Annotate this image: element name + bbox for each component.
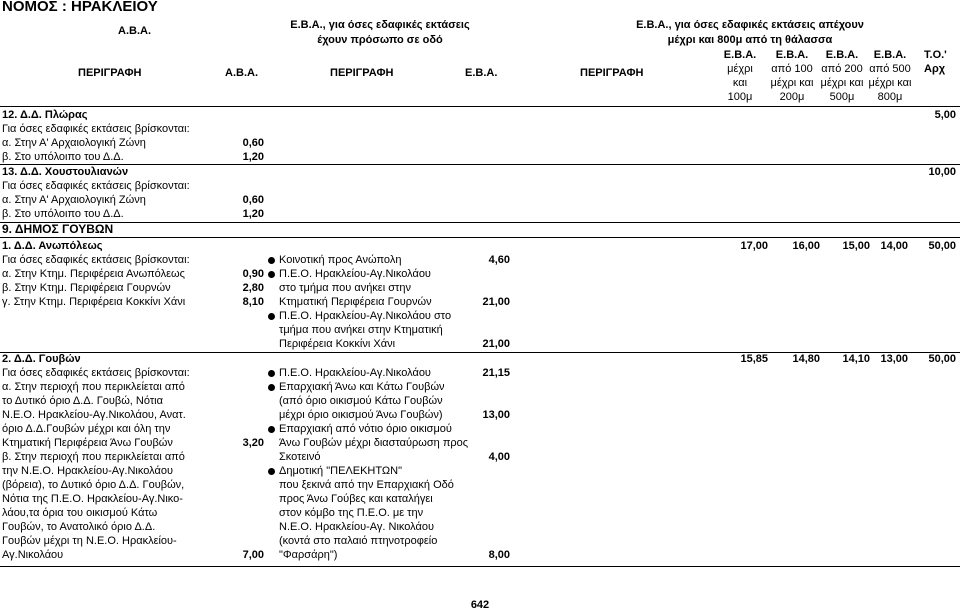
d1-dist-500: 15,00 — [842, 240, 870, 252]
row12-a: α. Στην Α' Αρχαιολογική Ζώνη — [2, 137, 146, 149]
road-header-eba: Ε.Β.Α. — [465, 67, 498, 79]
row13-to: 10,00 — [928, 166, 956, 178]
d1-intro: Για όσες εδαφικές εκτάσεις βρίσκονται: — [2, 254, 190, 266]
row13-intro: Για όσες εδαφικές εκτάσεις βρίσκονται: — [2, 180, 190, 192]
d2-road-value-1: 21,15 — [482, 367, 510, 379]
d2-left-line: Γουβών, το Ανατολικό όριο Δ.Δ. — [2, 521, 156, 533]
d1-dist-800: 14,00 — [880, 240, 908, 252]
sea-header-description: ΠΕΡΙΓΡΑΦΗ — [580, 67, 644, 79]
d2-dist-500: 14,10 — [842, 353, 870, 365]
d2-title: 2. Δ.Δ. Γουβών — [2, 353, 81, 365]
dist-col-800: Ε.Β.Α. από 500 μέχρι και 800μ — [868, 49, 912, 103]
table-bottom-border — [0, 566, 960, 567]
row12-title: 12. Δ.Δ. Πλώρας — [2, 109, 88, 121]
dist-col-100: Ε.Β.Α. μέχρι και 100μ — [723, 49, 757, 103]
row13-a: α. Στην Α' Αρχαιολογική Ζώνη — [2, 194, 146, 206]
row13-title: 13. Δ.Δ. Χουστουλιανών — [2, 166, 129, 178]
d1-road-value-3: 21,00 — [482, 338, 510, 350]
row12-a-value: 0,60 — [242, 137, 264, 149]
d2-road-line: Δημοτική "ΠΕΛΕΚΗΤΩΝ" — [279, 465, 402, 477]
d2-road-line: (από όριο οικισμού Κάτω Γουβών — [279, 395, 443, 407]
header-aba: Α.Β.Α. — [118, 25, 151, 37]
bullet-icon — [268, 370, 275, 377]
d2-dist-800: 13,00 — [880, 353, 908, 365]
d2-road-line: που ξεκινά από την Επαρχιακή Οδό — [279, 479, 454, 491]
d1-road-line: Π.Ε.Ο. Ηρακλείου-Αγ.Νικολάου στο — [279, 310, 452, 322]
d2-road-value-3: 4,00 — [488, 451, 510, 463]
d2-road-line: Επαρχιακή από νότιο όριο οικισμού — [279, 423, 452, 435]
bullet-icon — [268, 426, 275, 433]
row13-b: β. Στο υπόλοιπο του Δ.Δ. — [2, 208, 124, 220]
d2-left-line: Γουβών μέχρι τη Ν.Ε.Ο. Ηρακλείου- — [2, 535, 177, 547]
bullet-icon — [268, 468, 275, 475]
bullet-icon — [268, 384, 275, 391]
d1-dist-100: 17,00 — [740, 240, 768, 252]
d1-a: α. Στην Κτημ. Περιφέρεια Ανωπόλεως — [2, 268, 185, 280]
d2-a-value: 3,20 — [242, 437, 264, 449]
d1-road-value-2: 21,00 — [482, 296, 510, 308]
section-title: 9. ΔΗΜΟΣ ΓΟΥΒΩΝ — [2, 222, 114, 236]
d2-road-line: Επαρχιακή Άνω και Κάτω Γουβών — [279, 381, 445, 393]
d2-road-value-4: 8,00 — [488, 549, 510, 561]
d2-left-line: το Δυτικό όριο Δ.Δ. Γουβώ, Νότια — [2, 395, 163, 407]
row13-b-value: 1,20 — [242, 208, 264, 220]
header-divider — [0, 106, 960, 107]
row-divider — [0, 164, 960, 165]
road-header-description: ΠΕΡΙΓΡΑΦΗ — [330, 67, 394, 79]
header-description: ΠΕΡΙΓΡΑΦΗ — [78, 67, 142, 79]
d1-road-line: στο τμήμα που ανήκει στην — [279, 282, 411, 294]
d2-road-value-2: 13,00 — [482, 409, 510, 421]
bullet-icon — [268, 257, 275, 264]
road-header-title: Ε.Β.Α., για όσες εδαφικές εκτάσεις — [290, 19, 470, 31]
d2-road-line: Π.Ε.Ο. Ηρακλείου-Αγ.Νικολάου — [279, 367, 431, 379]
d1-road-line: Κοινοτική προς Ανώπολη — [279, 254, 402, 266]
d1-road-line: Π.Ε.Ο. Ηρακλείου-Αγ.Νικολάου — [279, 268, 431, 280]
to-col-header: Τ.Ο.' Αρχ — [924, 49, 947, 75]
section-dimos-gouvon — [0, 222, 960, 238]
row12-b: β. Στο υπόλοιπο του Δ.Δ. — [2, 151, 124, 163]
d2-b-value: 7,00 — [242, 549, 264, 561]
d1-title: 1. Δ.Δ. Ανωπόλεως — [2, 240, 103, 252]
sea-header-title: Ε.Β.Α., για όσες εδαφικές εκτάσεις απέχουν — [636, 19, 864, 31]
d2-left-line: την Ν.Ε.Ο. Ηρακλείου-Αγ.Νικολάου — [2, 465, 173, 477]
d2-road-line: Ν.Ε.Ο. Ηρακλείου-Αγ. Νικολάου — [279, 521, 435, 533]
d2-road-line: μέχρι όριο οικισμού Άνω Γουβών) — [279, 409, 443, 421]
bullet-icon — [268, 313, 275, 320]
d2-dist-200: 14,80 — [792, 353, 820, 365]
d1-dist-200: 16,00 — [792, 240, 820, 252]
dist-col-200: Ε.Β.Α. από 100 μέχρι και 200μ — [770, 49, 814, 103]
row12-to: 5,00 — [934, 109, 956, 121]
d2-dist-100: 15,85 — [740, 353, 768, 365]
d1-to: 50,00 — [928, 240, 956, 252]
sea-header-subtitle: μέχρι και 800μ από τη θάλασσα — [667, 34, 833, 46]
page-number: 642 — [470, 599, 490, 611]
d2-road-line: (κοντά στο παλαιό πτηνοτροφείο — [279, 535, 438, 547]
d1-b-value: 2,80 — [242, 282, 264, 294]
d1-c: γ. Στην Κτημ. Περιφέρεια Κοκκίνι Χάνι — [2, 296, 186, 308]
d2-left-line: όριο Δ.Δ.Γουβών μέχρι και όλη την — [2, 423, 171, 435]
d1-road-line: Περιφέρεια Κοκκίνι Χάνι — [279, 338, 396, 350]
header-aba-2: Α.Β.Α. — [225, 67, 258, 79]
road-header-subtitle: έχουν πρόσωπο σε οδό — [317, 34, 443, 46]
row13-a-value: 0,60 — [242, 194, 264, 206]
d2-road-line: Σκοτεινό — [279, 451, 321, 463]
row12-intro: Για όσες εδαφικές εκτάσεις βρίσκονται: — [2, 123, 190, 135]
d2-left-line: Κτηματική Περιφέρεια Άνω Γουβών — [2, 437, 173, 449]
d2-road-line: "Φαρσάρη") — [279, 549, 338, 561]
d1-road-line: Κτηματική Περιφέρεια Γουρνών — [279, 296, 432, 308]
d2-road-line: προς Άνω Γούβες και καταλήγει — [279, 493, 433, 505]
d1-c-value: 8,10 — [242, 296, 264, 308]
d2-road-line: Άνω Γουβών μέχρι διασταύρωση προς — [279, 437, 469, 449]
d2-left-line: Αγ.Νικολάου — [2, 549, 64, 561]
d2-road-line: στον κόμβο της Π.Ε.Ο. με την — [279, 507, 424, 519]
d1-b: β. Στην Κτημ. Περιφέρεια Γουρνών — [2, 282, 171, 294]
d2-intro: Για όσες εδαφικές εκτάσεις βρίσκονται: — [2, 367, 190, 379]
bullet-icon — [268, 271, 275, 278]
page-title: ΝΟΜΟΣ : ΗΡΑΚΛΕΙΟΥ — [2, 0, 158, 15]
d2-left-line: Ν.Ε.Ο. Ηρακλείου-Αγ.Νικολάου, Ανατ. — [2, 409, 186, 421]
row12-b-value: 1,20 — [242, 151, 264, 163]
d2-left-line: β. Στην περιοχή που περικλείεται από — [2, 451, 185, 463]
d2-left-line: λάου,τα όρια του οικισμού Κάτω — [2, 507, 158, 519]
d1-road-value-1: 4,60 — [488, 254, 510, 266]
dist-col-500: Ε.Β.Α. από 200 μέχρι και 500μ — [820, 49, 864, 103]
d2-left-line: (βόρεια), το Δυτικό όριο Δ.Δ. Γουβών, — [2, 479, 185, 491]
d2-to: 50,00 — [928, 353, 956, 365]
d1-road-line: τμήμα που ανήκει στην Κτηματική — [279, 324, 443, 336]
d2-left-line: α. Στην περιοχή που περικλείεται από — [2, 381, 185, 393]
d2-left-line: Νότια της Π.Ε.Ο. Ηρακλείου-Αγ.Νικο- — [2, 493, 183, 505]
d1-a-value: 0,90 — [242, 268, 264, 280]
